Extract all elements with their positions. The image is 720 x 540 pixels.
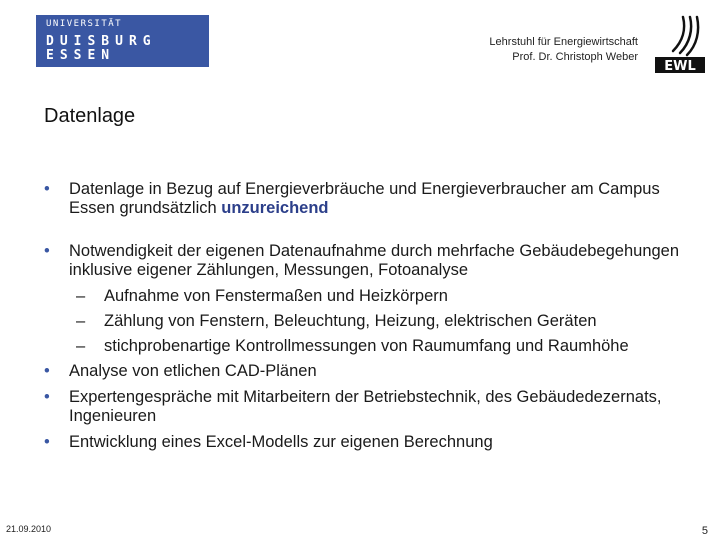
footer-date: 21.09.2010	[6, 524, 52, 534]
bullet-item	[44, 362, 694, 381]
ewl-logo-text: EWL	[664, 59, 696, 74]
sub-bullet-item	[44, 287, 694, 306]
slide-title: Datenlage	[44, 105, 136, 127]
bullet-text: Notwendigkeit der eigenen Datenaufnahme durch mehrfache Gebäudebegehungen inklusive eigener Zählungen, Messungen, Fotoanalyse	[69, 242, 680, 279]
bullet-item	[44, 180, 694, 218]
bullet-icon: •	[44, 362, 50, 380]
sub-bullet-text: Zählung von Fenstern, Beleuchtung, Heizung, elektrischen Geräten	[104, 312, 597, 330]
university-logo	[36, 15, 209, 67]
dash-icon: –	[76, 287, 86, 305]
sub-bullet-item	[44, 312, 694, 331]
university-logo-line2: ESSEN	[46, 48, 116, 63]
bullet-emphasis: unzureichend	[221, 199, 329, 217]
sub-bullet-text: Aufnahme von Fenstermaßen und Heizkörpern	[104, 287, 448, 305]
chair-professor: Prof. Dr. Christoph Weber	[512, 51, 638, 63]
bullet-item	[44, 242, 694, 280]
chair-info	[489, 35, 638, 65]
bullet-text: Datenlage in Bezug auf Energieverbräuche und Energieverbraucher am Campus Essen grundsätzlich	[69, 180, 660, 217]
bullet-icon: •	[44, 388, 50, 406]
bullet-icon: •	[44, 180, 50, 198]
ewl-logo	[653, 15, 707, 75]
bullet-icon: •	[44, 242, 50, 260]
bullet-text: Analyse von etlichen CAD-Plänen	[69, 362, 317, 380]
page-number: 5	[701, 525, 708, 537]
bullet-text: Expertengespräche mit Mitarbeitern der Betriebstechnik, des Gebäudedezernats, Ingenieuren	[69, 388, 662, 425]
dash-icon: –	[76, 337, 86, 355]
slide-content	[44, 180, 694, 459]
sub-bullet-item	[44, 337, 694, 356]
chair-name: Lehrstuhl für Energiewirtschaft	[489, 36, 638, 48]
bullet-icon: •	[44, 433, 50, 451]
university-logo-word: UNIVERSITÄT	[46, 19, 123, 29]
dash-icon: –	[76, 312, 86, 330]
bullet-text: Entwicklung eines Excel-Modells zur eigenen Berechnung	[69, 433, 493, 451]
sub-bullet-text: stichprobenartige Kontrollmessungen von Raumumfang und Raumhöhe	[104, 337, 629, 355]
university-logo-line1: DUISBURG	[46, 34, 157, 49]
bullet-item	[44, 433, 694, 452]
bullet-item	[44, 388, 694, 426]
